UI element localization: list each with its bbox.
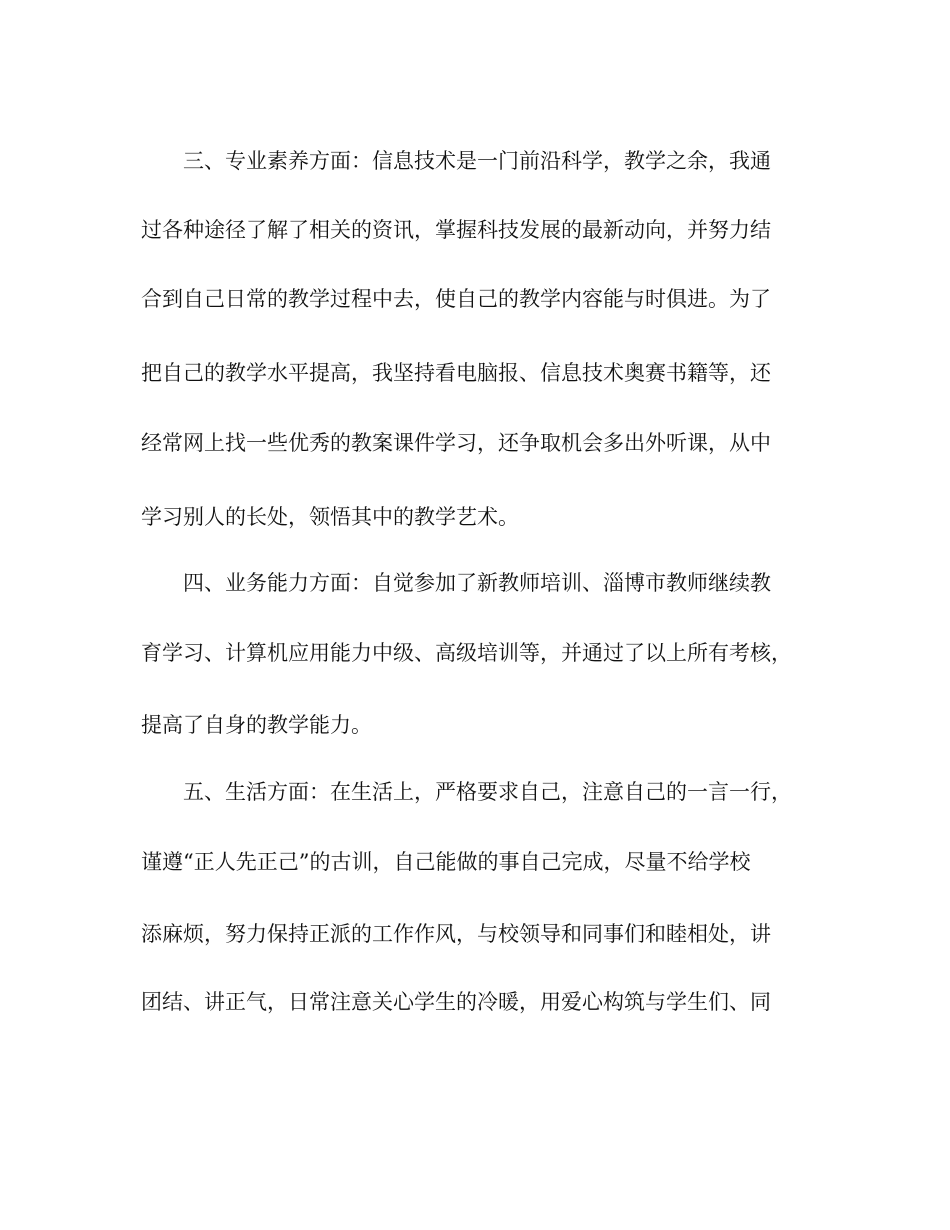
paragraph-4-line-2: 育学习、计算机应用能力中级、高级培训等，并通过了以上所有考核， <box>141 641 792 665</box>
paragraph-3-line-6: 学习别人的长处，领悟其中的教学艺术。 <box>141 505 519 529</box>
paragraph-5-line-4: 团结、讲正气，日常注意关心学生的冷暖，用爱心构筑与学生们、同 <box>141 990 771 1014</box>
paragraph-3-line-3: 合到自己日常的教学过程中去，使自己的教学内容能与时俱进。为了 <box>141 287 771 311</box>
paragraph-4-line-1: 四、业务能力方面：自觉参加了新教师培训、淄博市教师继续教 <box>183 571 771 595</box>
paragraph-5-line-2: 谨遵“正人先正己”的古训，自己能做的事自己完成，尽量不给学校 <box>141 850 751 874</box>
paragraph-5-line-1: 五、生活方面：在生活上，严格要求自己，注意自己的一言一行， <box>183 780 792 804</box>
paragraph-5-line-3: 添麻烦，努力保持正派的工作作风，与校领导和同事们和睦相处，讲 <box>141 922 771 946</box>
paragraph-3-line-2: 过各种途径了解了相关的资讯，掌握科技发展的最新动向，并努力结 <box>141 218 771 242</box>
paragraph-4-line-3: 提高了自身的教学能力。 <box>141 713 372 737</box>
paragraph-3-line-5: 经常网上找一些优秀的教案课件学习，还争取机会多出外听课，从中 <box>141 431 771 455</box>
paragraph-3-line-4: 把自己的教学水平提高，我坚持看电脑报、信息技术奥赛书籍等，还 <box>141 361 771 385</box>
paragraph-3-line-1: 三、专业素养方面：信息技术是一门前沿科学，教学之余，我通 <box>183 149 771 173</box>
